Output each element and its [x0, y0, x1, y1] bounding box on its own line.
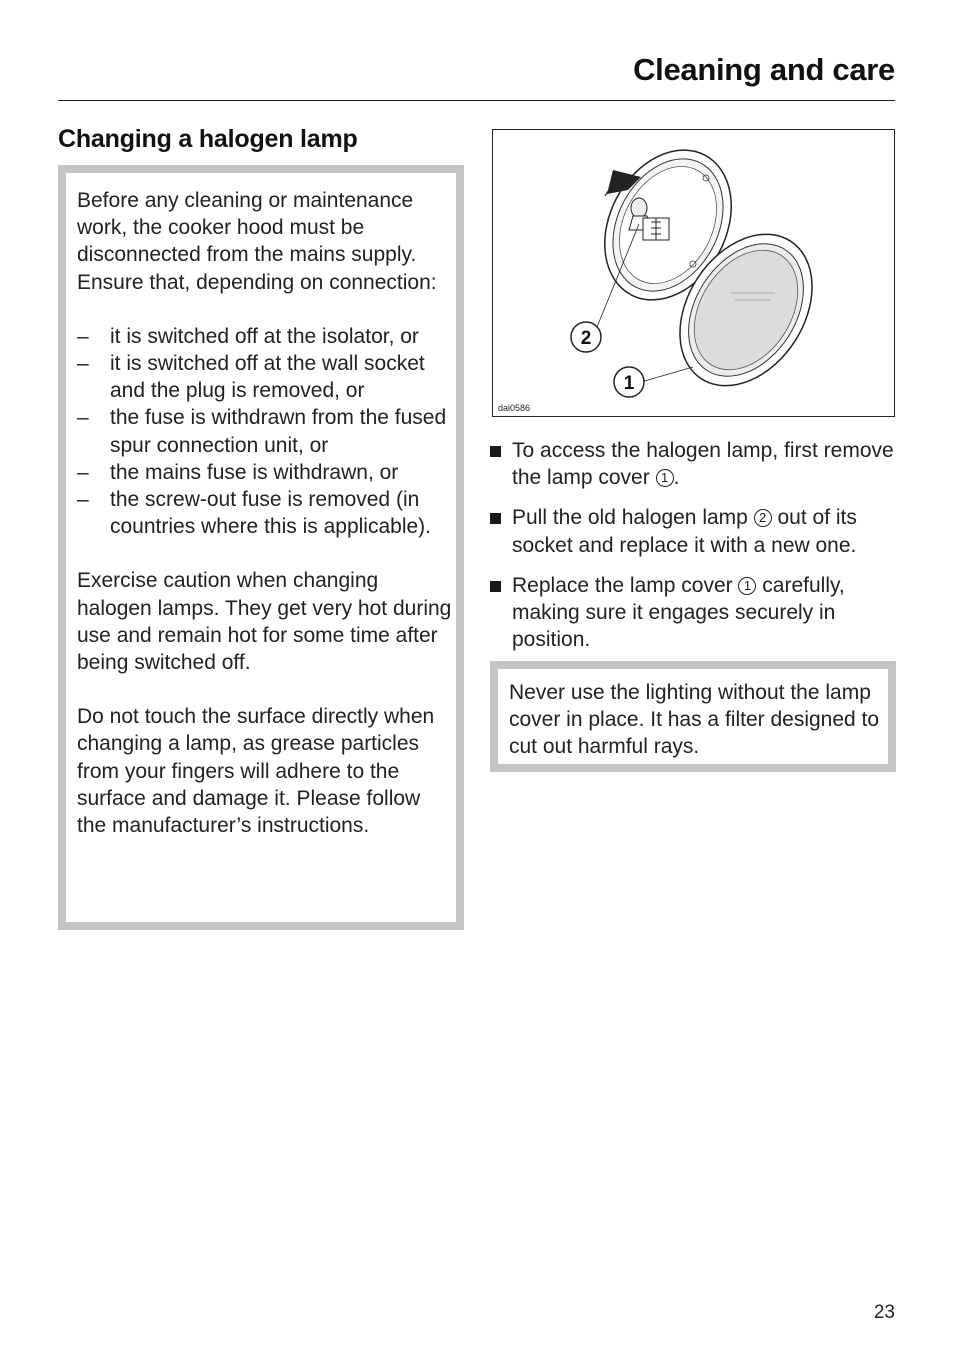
step-text-end: carefully, making sure it engages securely in position.: [512, 573, 845, 652]
list-item-text: the fuse is withdrawn from the fused spur connection unit, or: [110, 406, 447, 457]
page-number: 23: [873, 1302, 895, 1323]
disconnection-list: [77, 323, 452, 541]
list-item-text: it is switched off at the isolator, or: [110, 324, 419, 348]
callout-1: [614, 367, 644, 397]
dash-marker: –: [77, 406, 89, 430]
list-item-text: it is switched off at the wall socket and the plug is removed, or: [110, 352, 425, 403]
list-item-text: the screw-out fuse is removed (in countries where this is applicable).: [110, 488, 431, 539]
callout-2-label: 2: [580, 328, 592, 349]
reference-number: 1: [656, 469, 674, 487]
step-item: [490, 504, 900, 558]
step-item: [490, 437, 900, 491]
dash-marker: –: [77, 324, 89, 348]
step-text: Replace the lamp cover: [512, 573, 739, 597]
step-text-end: out of its socket and replace it with a new one.: [512, 506, 857, 557]
warning-content: [77, 187, 452, 839]
safety-warning-box: [58, 165, 464, 930]
callout-2: [571, 322, 601, 352]
reference-number: 1: [738, 577, 756, 595]
reference-number: 2: [754, 509, 772, 527]
step-text-end: .: [673, 466, 680, 490]
dash-marker: –: [77, 488, 89, 512]
square-bullet-icon: [490, 513, 501, 524]
list-item: [77, 486, 452, 540]
list-item: [77, 404, 452, 458]
square-bullet-icon: [490, 446, 501, 457]
page-title: Cleaning and care: [633, 52, 895, 87]
step-text: To access the halogen lamp, first remove the lamp cover: [512, 439, 894, 490]
step-item: [490, 572, 900, 654]
list-item: [77, 350, 452, 404]
section-heading: Changing a halogen lamp: [58, 125, 358, 153]
filter-note-box: [490, 661, 896, 772]
dash-marker: –: [77, 460, 89, 484]
touch-caution-paragraph: Do not touch the surface directly when changing a lamp, as grease particles from your fingers will adhere to the surface and damage it. Please follow the manufacturer’s instructions.: [77, 705, 435, 838]
lamp-diagram: [493, 130, 894, 416]
warning-intro: Before any cleaning or maintenance work, the cooker hood must be disconnected from the mains supply. Ensure that, depending on connection:: [77, 189, 437, 294]
list-item: [77, 323, 452, 350]
list-item-text: the mains fuse is withdrawn, or: [110, 460, 399, 484]
step-text: Pull the old halogen lamp: [512, 506, 754, 530]
callout-1-label: 1: [623, 373, 635, 394]
list-item: [77, 459, 452, 486]
square-bullet-icon: [490, 581, 501, 592]
title-rule: [58, 100, 895, 101]
instruction-steps: [490, 437, 900, 666]
heat-caution-paragraph: Exercise caution when changing halogen lamps. They get very hot during use and remain hot for some time after being switched off.: [77, 569, 452, 675]
note-text: Never use the lighting without the lamp cover in place. It has a filter designed to cut out harmful rays.: [509, 681, 880, 759]
lamp-figure: [492, 129, 895, 417]
figure-code: dai0586: [498, 403, 531, 413]
dash-marker: –: [77, 352, 89, 376]
